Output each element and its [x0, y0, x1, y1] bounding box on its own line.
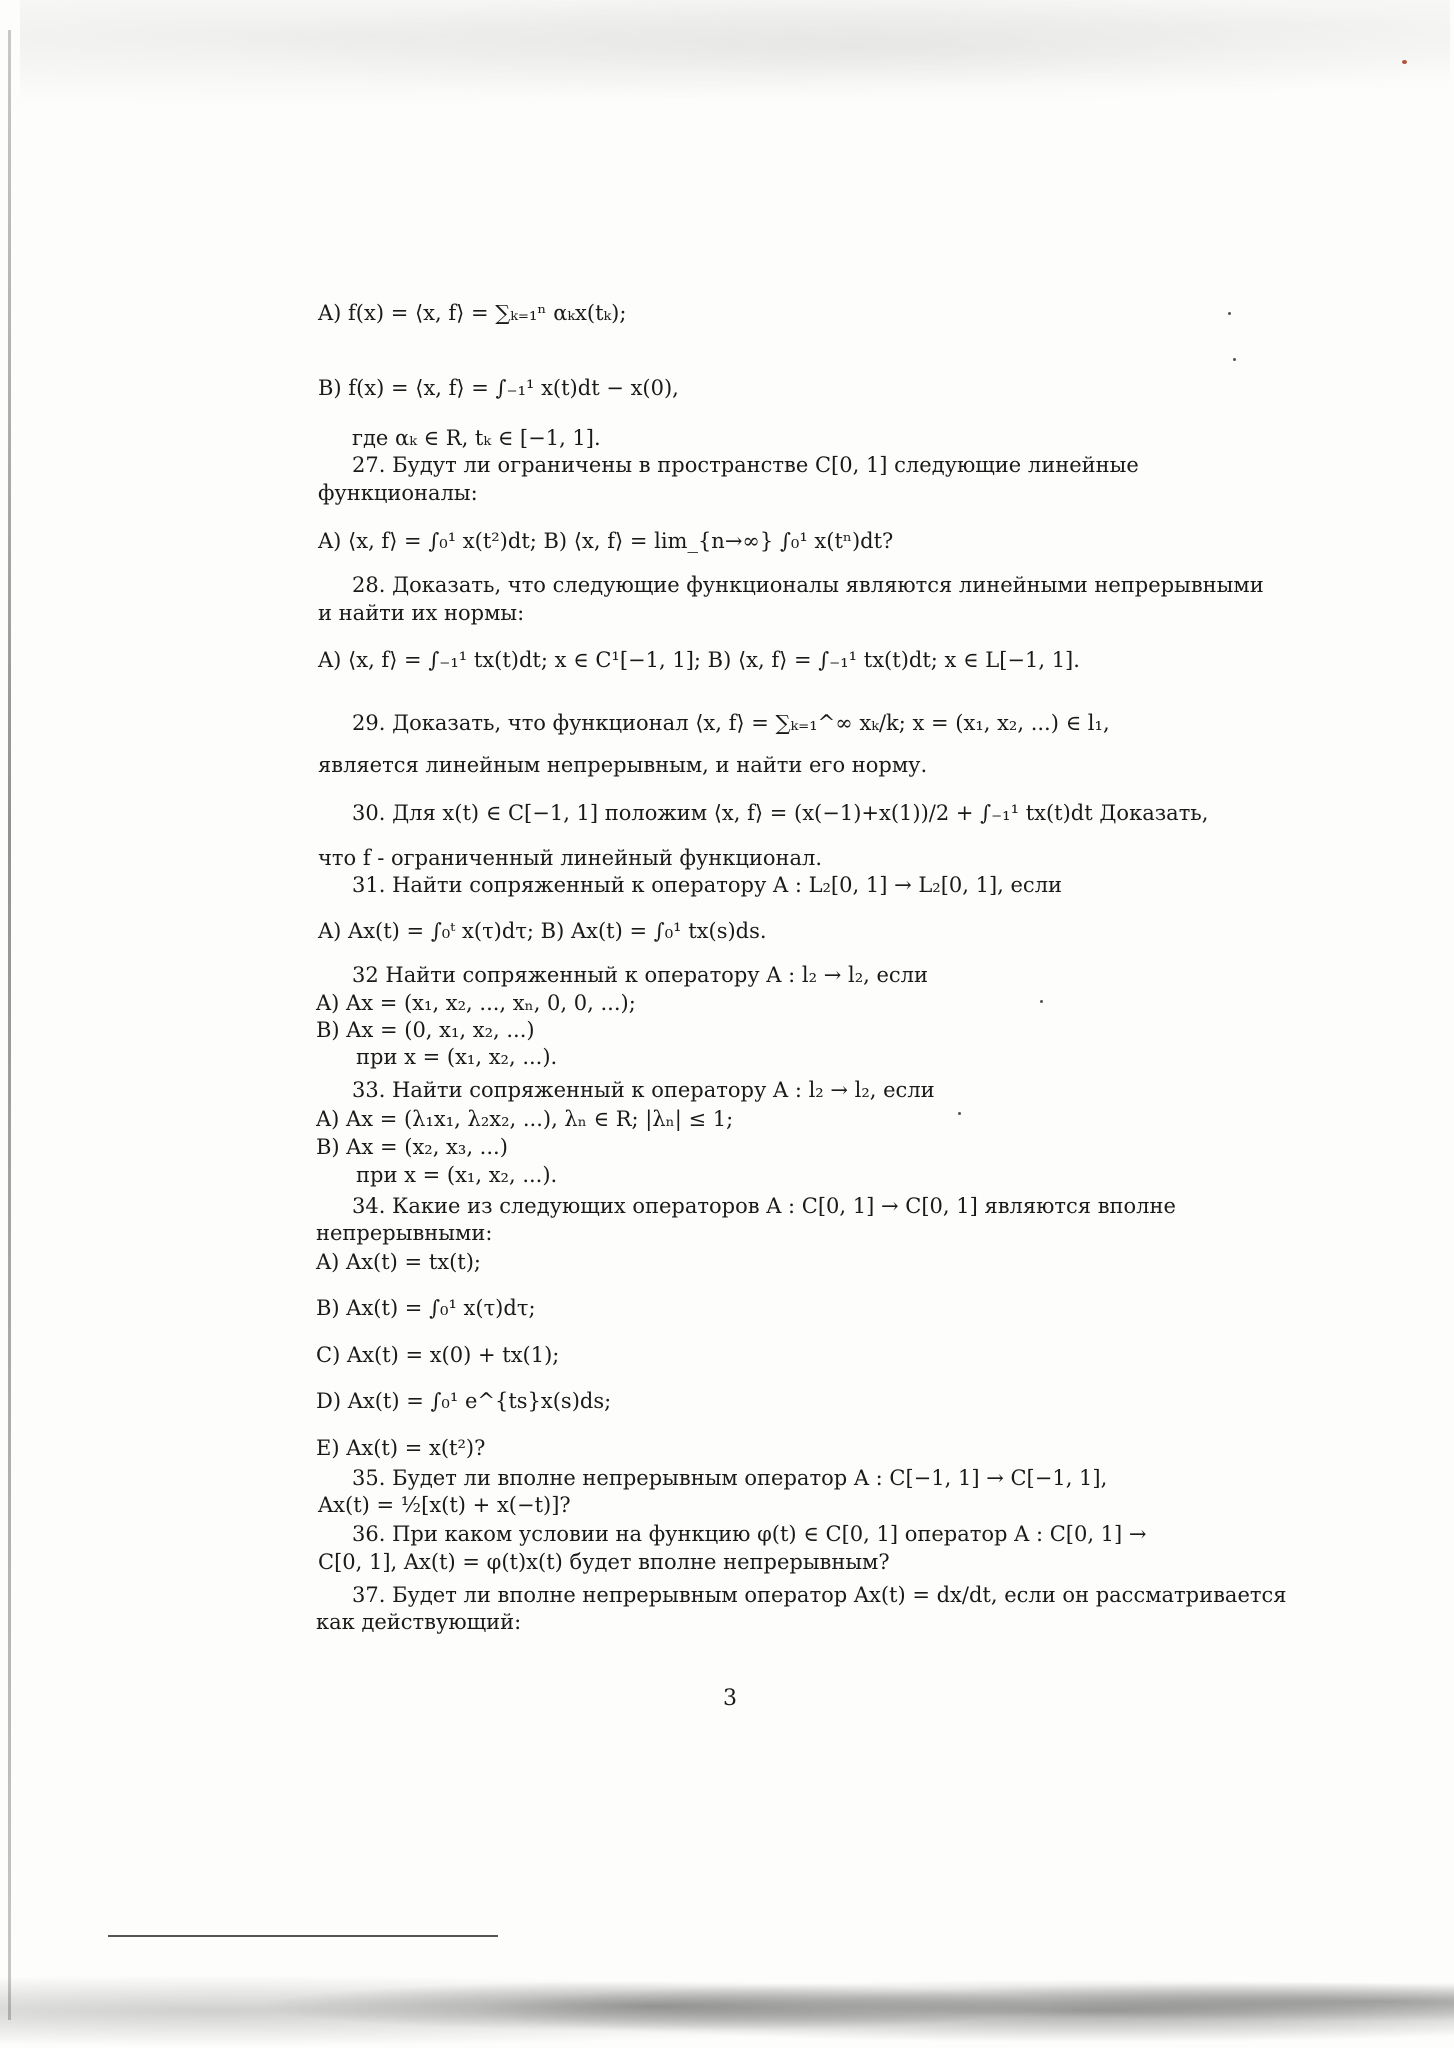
scan-speck — [1040, 1000, 1043, 1003]
text-line: 30. Для x(t) ∈ C[−1, 1] положим ⟨x, f⟩ = (x(−1)+x(1))/2 + ∫₋₁¹ tx(t)dt Доказать, — [352, 801, 1209, 825]
page-number: 3 — [723, 1686, 737, 1711]
text-line: 31. Найти сопряженный к оператору A : L₂[0, 1] → L₂[0, 1], если — [352, 873, 1063, 897]
text-line: как действующий: — [316, 1610, 522, 1634]
text-line: A) Ax = (x₁, x₂, ..., xₙ, 0, 0, ...); — [316, 991, 636, 1015]
text-line: A) f(x) = ⟨x, f⟩ = ∑ₖ₌₁ⁿ αₖx(tₖ); — [318, 301, 627, 325]
footnote-rule — [108, 1935, 498, 1937]
text-line: A) ⟨x, f⟩ = ∫₀¹ x(t²)dt; B) ⟨x, f⟩ = lim_{n→∞} ∫₀¹ x(tⁿ)dt? — [318, 529, 894, 553]
text-line: B) Ax = (0, x₁, x₂, ...) — [316, 1018, 535, 1042]
text-line: функционалы: — [318, 481, 478, 505]
text-line: A) ⟨x, f⟩ = ∫₋₁¹ tx(t)dt; x ∈ C¹[−1, 1]; B) ⟨x, f⟩ = ∫₋₁¹ tx(t)dt; x ∈ L[−1, 1]. — [318, 648, 1080, 672]
text-line: 27. Будут ли ограничены в пространстве C[0, 1] следующие линейные — [352, 453, 1139, 477]
text-line: A) Ax = (λ₁x₁, λ₂x₂, ...), λₙ ∈ R; |λₙ| ≤ 1; — [316, 1107, 734, 1131]
scan-edge-left — [8, 30, 11, 2020]
scan-speck — [1228, 312, 1231, 315]
text-line: Ax(t) = ½[x(t) + x(−t)]? — [318, 1493, 571, 1517]
text-line: 33. Найти сопряженный к оператору A : l₂ → l₂, если — [352, 1078, 935, 1102]
text-line: A) Ax(t) = ∫₀ᵗ x(τ)dτ; B) Ax(t) = ∫₀¹ tx(s)ds. — [318, 919, 767, 943]
scan-speck — [958, 1112, 961, 1115]
text-line: является линейным непрерывным, и найти его норму. — [318, 753, 928, 777]
text-line: C) Ax(t) = x(0) + tx(1); — [316, 1343, 560, 1367]
text-line: и найти их нормы: — [318, 601, 525, 625]
text-line: 36. При каком условии на функцию φ(t) ∈ C[0, 1] оператор A : C[0, 1] → — [352, 1522, 1147, 1546]
text-line: 32 Найти сопряженный к оператору A : l₂ → l₂, если — [352, 963, 928, 987]
text-line: 28. Доказать, что следующие функционалы являются линейными непрерывными — [352, 573, 1264, 597]
text-line: что f - ограниченный линейный функционал. — [318, 846, 823, 870]
text-line: B) Ax(t) = ∫₀¹ x(τ)dτ; — [316, 1296, 536, 1320]
text-line: где αₖ ∈ R, tₖ ∈ [−1, 1]. — [352, 426, 601, 450]
text-line: B) Ax = (x₂, x₃, ...) — [316, 1135, 508, 1159]
scan-shadow-bottom — [0, 1955, 1454, 2048]
text-line: A) Ax(t) = tx(t); — [316, 1250, 481, 1274]
text-line: C[0, 1], Ax(t) = φ(t)x(t) будет вполне непрерывным? — [318, 1550, 890, 1574]
text-line: 34. Какие из следующих операторов A : C[0, 1] → C[0, 1] являются вполне — [352, 1194, 1176, 1218]
scan-shadow-top — [20, 0, 1450, 120]
text-line: непрерывными: — [316, 1221, 493, 1245]
scan-speck — [1233, 358, 1236, 361]
text-line: E) Ax(t) = x(t²)? — [316, 1436, 486, 1460]
text-line: 29. Доказать, что функционал ⟨x, f⟩ = ∑ₖ₌₁^∞ xₖ/k; x = (x₁, x₂, ...) ∈ l₁, — [352, 711, 1110, 735]
text-line: при x = (x₁, x₂, ...). — [356, 1163, 558, 1187]
text-line: 37. Будет ли вполне непрерывным оператор Ax(t) = dx/dt, если он рассматривается — [352, 1583, 1287, 1607]
text-line: 35. Будет ли вполне непрерывным оператор A : C[−1, 1] → C[−1, 1], — [352, 1466, 1108, 1490]
scan-speck — [1402, 60, 1407, 64]
text-line: D) Ax(t) = ∫₀¹ e^{ts}x(s)ds; — [316, 1389, 612, 1413]
text-line: B) f(x) = ⟨x, f⟩ = ∫₋₁¹ x(t)dt − x(0), — [318, 376, 679, 400]
text-line: при x = (x₁, x₂, ...). — [356, 1045, 558, 1069]
